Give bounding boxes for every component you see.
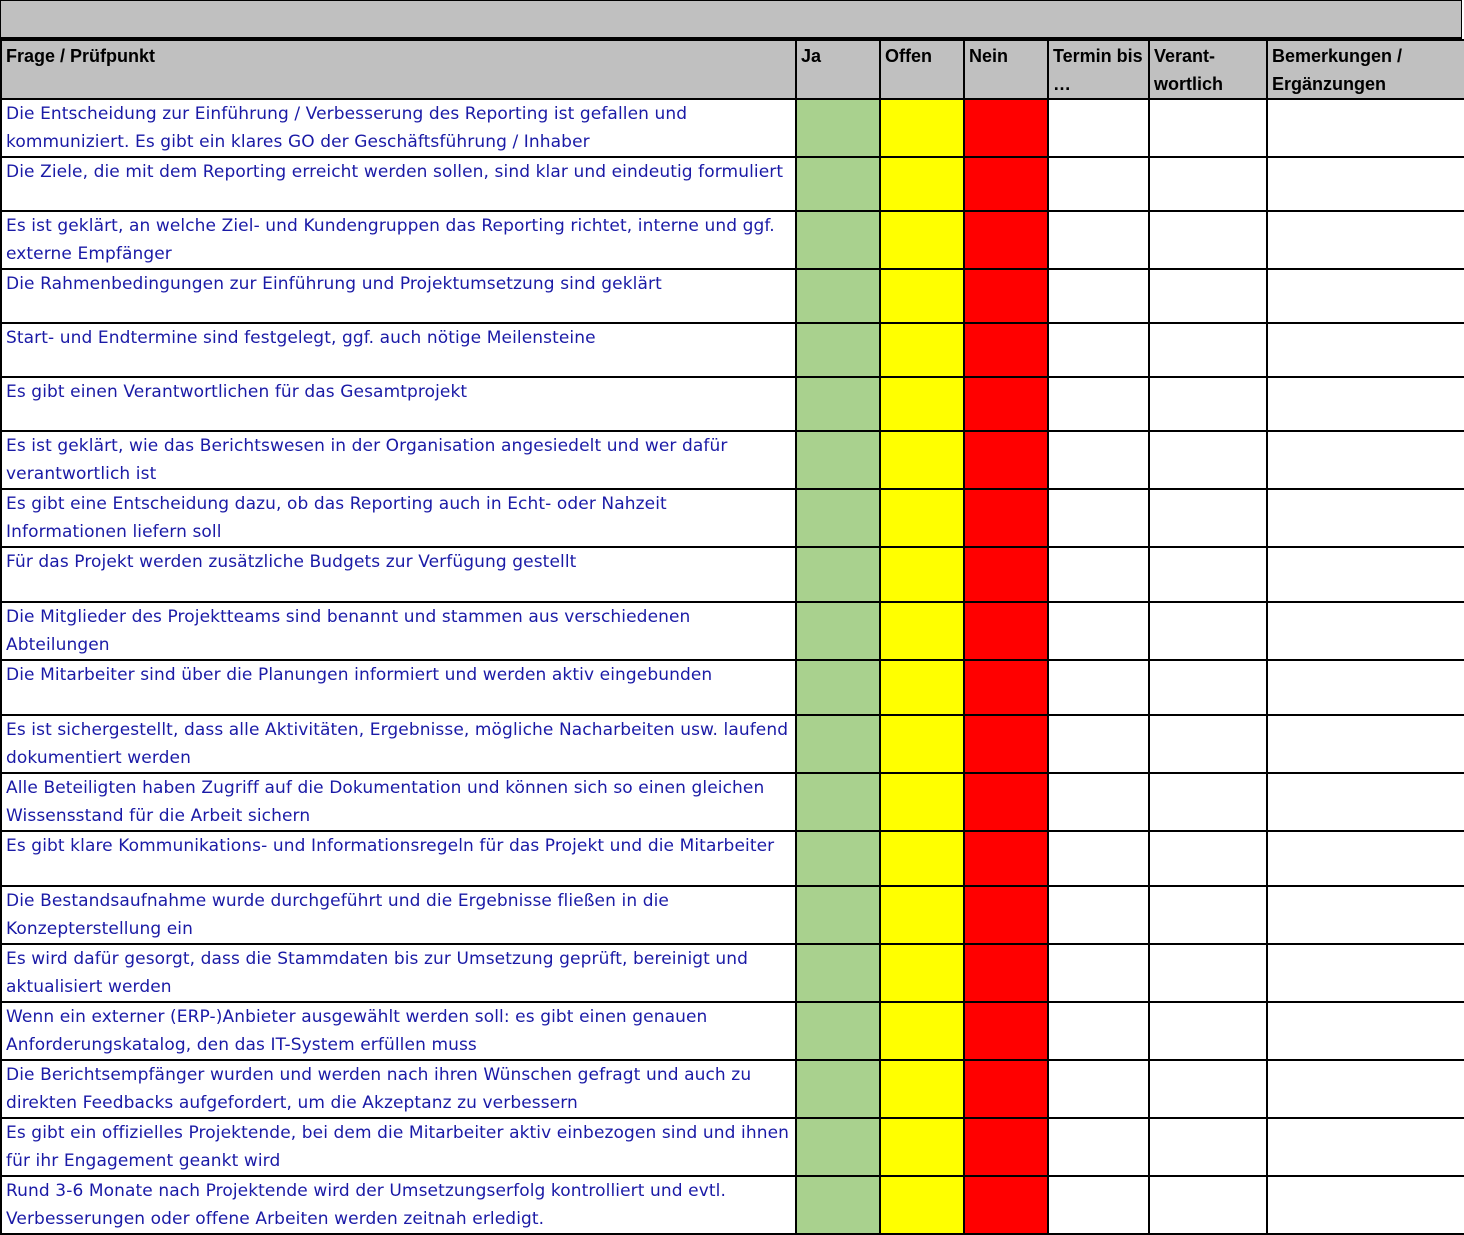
ja-cell[interactable] — [796, 944, 880, 1002]
ja-cell[interactable] — [796, 715, 880, 773]
question-cell: Rund 3-6 Monate nach Projektende wird der Umsetzungserfolg kontrolliert und evtl. Verbesserungen oder offene Arbeiten werden zeitnah erledigt. — [1, 1176, 796, 1234]
nein-cell[interactable] — [964, 773, 1048, 831]
bemerkungen-cell[interactable] — [1267, 831, 1464, 886]
termin-cell[interactable] — [1048, 715, 1149, 773]
offen-cell[interactable] — [880, 715, 964, 773]
header-nein: Nein — [964, 40, 1048, 99]
ja-cell[interactable] — [796, 431, 880, 489]
checklist-row — [1, 1176, 1464, 1234]
termin-cell[interactable] — [1048, 773, 1149, 831]
checklist-row — [1, 1118, 1464, 1176]
nein-cell[interactable] — [964, 831, 1048, 886]
ja-cell[interactable] — [796, 157, 880, 211]
ja-cell[interactable] — [796, 323, 880, 377]
termin-cell[interactable] — [1048, 211, 1149, 269]
offen-cell[interactable] — [880, 660, 964, 715]
question-cell: Für das Projekt werden zusätzliche Budgets zur Verfügung gestellt — [1, 547, 796, 602]
checklist-row — [1, 602, 1464, 660]
verantwortlich-cell[interactable] — [1149, 157, 1267, 211]
bemerkungen-cell[interactable] — [1267, 602, 1464, 660]
verantwortlich-cell[interactable] — [1149, 431, 1267, 489]
termin-cell[interactable] — [1048, 547, 1149, 602]
header-frage: Frage / Prüfpunkt — [1, 40, 796, 99]
nein-cell[interactable] — [964, 602, 1048, 660]
offen-cell[interactable] — [880, 1002, 964, 1060]
verantwortlich-cell[interactable] — [1149, 715, 1267, 773]
question-cell: Die Bestandsaufnahme wurde durchgeführt und die Ergebnisse fließen in die Konzepterstellung ein — [1, 886, 796, 944]
ja-cell[interactable] — [796, 773, 880, 831]
termin-cell[interactable] — [1048, 157, 1149, 211]
verantwortlich-cell[interactable] — [1149, 489, 1267, 547]
nein-cell[interactable] — [964, 886, 1048, 944]
termin-cell[interactable] — [1048, 1176, 1149, 1234]
title-bar — [0, 0, 1462, 39]
ja-cell[interactable] — [796, 1176, 880, 1234]
offen-cell[interactable] — [880, 831, 964, 886]
verantwortlich-cell[interactable] — [1149, 211, 1267, 269]
question-cell: Es gibt einen Verantwortlichen für das Gesamtprojekt — [1, 377, 796, 431]
checklist-row — [1, 547, 1464, 602]
verantwortlich-cell[interactable] — [1149, 323, 1267, 377]
verantwortlich-cell[interactable] — [1149, 547, 1267, 602]
nein-cell[interactable] — [964, 1060, 1048, 1118]
offen-cell[interactable] — [880, 377, 964, 431]
nein-cell[interactable] — [964, 547, 1048, 602]
ja-cell[interactable] — [796, 660, 880, 715]
ja-cell[interactable] — [796, 211, 880, 269]
question-cell: Die Ziele, die mit dem Reporting erreicht werden sollen, sind klar und eindeutig formuliert — [1, 157, 796, 211]
nein-cell[interactable] — [964, 944, 1048, 1002]
offen-cell[interactable] — [880, 211, 964, 269]
nein-cell[interactable] — [964, 157, 1048, 211]
offen-cell[interactable] — [880, 269, 964, 323]
ja-cell[interactable] — [796, 1002, 880, 1060]
ja-cell[interactable] — [796, 377, 880, 431]
termin-cell[interactable] — [1048, 660, 1149, 715]
ja-cell[interactable] — [796, 886, 880, 944]
nein-cell[interactable] — [964, 377, 1048, 431]
offen-cell[interactable] — [880, 431, 964, 489]
question-cell: Es gibt ein offizielles Projektende, bei dem die Mitarbeiter aktiv einbezogen sind und ihnen für ihr Engagement geankt wird — [1, 1118, 796, 1176]
offen-cell[interactable] — [880, 323, 964, 377]
ja-cell[interactable] — [796, 1118, 880, 1176]
question-cell: Es gibt eine Entscheidung dazu, ob das Reporting auch in Echt- oder Nahzeit Informationen liefern soll — [1, 489, 796, 547]
offen-cell[interactable] — [880, 157, 964, 211]
verantwortlich-cell[interactable] — [1149, 944, 1267, 1002]
header-ja: Ja — [796, 40, 880, 99]
termin-cell[interactable] — [1048, 431, 1149, 489]
offen-cell[interactable] — [880, 944, 964, 1002]
question-cell: Es ist sichergestellt, dass alle Aktivitäten, Ergebnisse, mögliche Nacharbeiten usw. laufend dokumentiert werden — [1, 715, 796, 773]
ja-cell[interactable] — [796, 99, 880, 157]
verantwortlich-cell[interactable] — [1149, 377, 1267, 431]
checklist-row — [1, 1060, 1464, 1118]
checklist-row — [1, 431, 1464, 489]
bemerkungen-cell[interactable] — [1267, 99, 1464, 157]
checklist-row — [1, 831, 1464, 886]
question-cell: Die Rahmenbedingungen zur Einführung und Projektumsetzung sind geklärt — [1, 269, 796, 323]
bemerkungen-cell[interactable] — [1267, 489, 1464, 547]
verantwortlich-cell[interactable] — [1149, 1002, 1267, 1060]
bemerkungen-cell[interactable] — [1267, 886, 1464, 944]
offen-cell[interactable] — [880, 773, 964, 831]
nein-cell[interactable] — [964, 660, 1048, 715]
header-bemerkungen: Bemerkungen / Ergänzungen — [1267, 40, 1464, 99]
termin-cell[interactable] — [1048, 377, 1149, 431]
offen-cell[interactable] — [880, 1176, 964, 1234]
bemerkungen-cell[interactable] — [1267, 1118, 1464, 1176]
nein-cell[interactable] — [964, 1002, 1048, 1060]
verantwortlich-cell[interactable] — [1149, 773, 1267, 831]
nein-cell[interactable] — [964, 1176, 1048, 1234]
header-offen: Offen — [880, 40, 964, 99]
checklist-row — [1, 99, 1464, 157]
question-cell: Die Mitarbeiter sind über die Planungen informiert und werden aktiv eingebunden — [1, 660, 796, 715]
question-cell: Es ist geklärt, an welche Ziel- und Kundengruppen das Reporting richtet, interne und ggf. externe Empfänger — [1, 211, 796, 269]
ja-cell[interactable] — [796, 489, 880, 547]
offen-cell[interactable] — [880, 99, 964, 157]
bemerkungen-cell[interactable] — [1267, 211, 1464, 269]
verantwortlich-cell[interactable] — [1149, 1118, 1267, 1176]
termin-cell[interactable] — [1048, 602, 1149, 660]
ja-cell[interactable] — [796, 1060, 880, 1118]
termin-cell[interactable] — [1048, 944, 1149, 1002]
ja-cell[interactable] — [796, 269, 880, 323]
question-cell: Die Berichtsempfänger wurden und werden nach ihren Wünschen gefragt und auch zu direkten Feedbacks aufgefordert, um die Akzeptanz zu verbessern — [1, 1060, 796, 1118]
question-cell: Alle Beteiligten haben Zugriff auf die Dokumentation und können sich so einen gleichen Wissensstand für die Arbeit sichern — [1, 773, 796, 831]
ja-cell[interactable] — [796, 602, 880, 660]
checklist-row — [1, 886, 1464, 944]
nein-cell[interactable] — [964, 211, 1048, 269]
bemerkungen-cell[interactable] — [1267, 944, 1464, 1002]
termin-cell[interactable] — [1048, 1060, 1149, 1118]
bemerkungen-cell[interactable] — [1267, 660, 1464, 715]
verantwortlich-cell[interactable] — [1149, 99, 1267, 157]
checklist-row — [1, 715, 1464, 773]
termin-cell[interactable] — [1048, 1118, 1149, 1176]
offen-cell[interactable] — [880, 1118, 964, 1176]
bemerkungen-cell[interactable] — [1267, 431, 1464, 489]
termin-cell[interactable] — [1048, 1002, 1149, 1060]
nein-cell[interactable] — [964, 99, 1048, 157]
verantwortlich-cell[interactable] — [1149, 831, 1267, 886]
checklist-row — [1, 944, 1464, 1002]
bemerkungen-cell[interactable] — [1267, 269, 1464, 323]
termin-cell[interactable] — [1048, 831, 1149, 886]
offen-cell[interactable] — [880, 1060, 964, 1118]
verantwortlich-cell[interactable] — [1149, 269, 1267, 323]
checklist-table — [0, 39, 1464, 1235]
bemerkungen-cell[interactable] — [1267, 715, 1464, 773]
checklist-row — [1, 377, 1464, 431]
nein-cell[interactable] — [964, 431, 1048, 489]
checklist-row — [1, 1002, 1464, 1060]
termin-cell[interactable] — [1048, 489, 1149, 547]
checklist-row — [1, 157, 1464, 211]
bemerkungen-cell[interactable] — [1267, 323, 1464, 377]
checklist-row — [1, 773, 1464, 831]
termin-cell[interactable] — [1048, 99, 1149, 157]
checklist-row — [1, 269, 1464, 323]
bemerkungen-cell[interactable] — [1267, 547, 1464, 602]
verantwortlich-cell[interactable] — [1149, 1060, 1267, 1118]
offen-cell[interactable] — [880, 547, 964, 602]
bemerkungen-cell[interactable] — [1267, 1002, 1464, 1060]
nein-cell[interactable] — [964, 269, 1048, 323]
bemerkungen-cell[interactable] — [1267, 1060, 1464, 1118]
checklist-row — [1, 211, 1464, 269]
ja-cell[interactable] — [796, 547, 880, 602]
termin-cell[interactable] — [1048, 323, 1149, 377]
nein-cell[interactable] — [964, 489, 1048, 547]
offen-cell[interactable] — [880, 489, 964, 547]
checklist-row — [1, 660, 1464, 715]
header-verantwortlich: Verant-wortlich — [1149, 40, 1267, 99]
question-cell: Es wird dafür gesorgt, dass die Stammdaten bis zur Umsetzung geprüft, bereinigt und aktualisiert werden — [1, 944, 796, 1002]
verantwortlich-cell[interactable] — [1149, 886, 1267, 944]
question-cell: Die Mitglieder des Projektteams sind benannt und stammen aus verschiedenen Abteilungen — [1, 602, 796, 660]
header-row — [1, 40, 1464, 99]
bemerkungen-cell[interactable] — [1267, 157, 1464, 211]
ja-cell[interactable] — [796, 831, 880, 886]
bemerkungen-cell[interactable] — [1267, 1176, 1464, 1234]
question-cell: Wenn ein externer (ERP-)Anbieter ausgewählt werden soll: es gibt einen genauen Anforderungskatalog, den das IT-System erfüllen muss — [1, 1002, 796, 1060]
verantwortlich-cell[interactable] — [1149, 1176, 1267, 1234]
question-cell: Start- und Endtermine sind festgelegt, ggf. auch nötige Meilensteine — [1, 323, 796, 377]
nein-cell[interactable] — [964, 323, 1048, 377]
verantwortlich-cell[interactable] — [1149, 602, 1267, 660]
verantwortlich-cell[interactable] — [1149, 660, 1267, 715]
offen-cell[interactable] — [880, 886, 964, 944]
nein-cell[interactable] — [964, 1118, 1048, 1176]
question-cell: Es ist geklärt, wie das Berichtswesen in der Organisation angesiedelt und wer dafür verantwortlich ist — [1, 431, 796, 489]
termin-cell[interactable] — [1048, 269, 1149, 323]
bemerkungen-cell[interactable] — [1267, 377, 1464, 431]
checklist-row — [1, 323, 1464, 377]
nein-cell[interactable] — [964, 715, 1048, 773]
checklist-row — [1, 489, 1464, 547]
header-termin: Termin bis … — [1048, 40, 1149, 99]
bemerkungen-cell[interactable] — [1267, 773, 1464, 831]
question-cell: Es gibt klare Kommunikations- und Informationsregeln für das Projekt und die Mitarbeiter — [1, 831, 796, 886]
checklist-rows — [1, 99, 1464, 1234]
offen-cell[interactable] — [880, 602, 964, 660]
question-cell: Die Entscheidung zur Einführung / Verbesserung des Reporting ist gefallen und kommuniziert. Es gibt ein klares GO der Geschäftsführung / Inhaber — [1, 99, 796, 157]
termin-cell[interactable] — [1048, 886, 1149, 944]
